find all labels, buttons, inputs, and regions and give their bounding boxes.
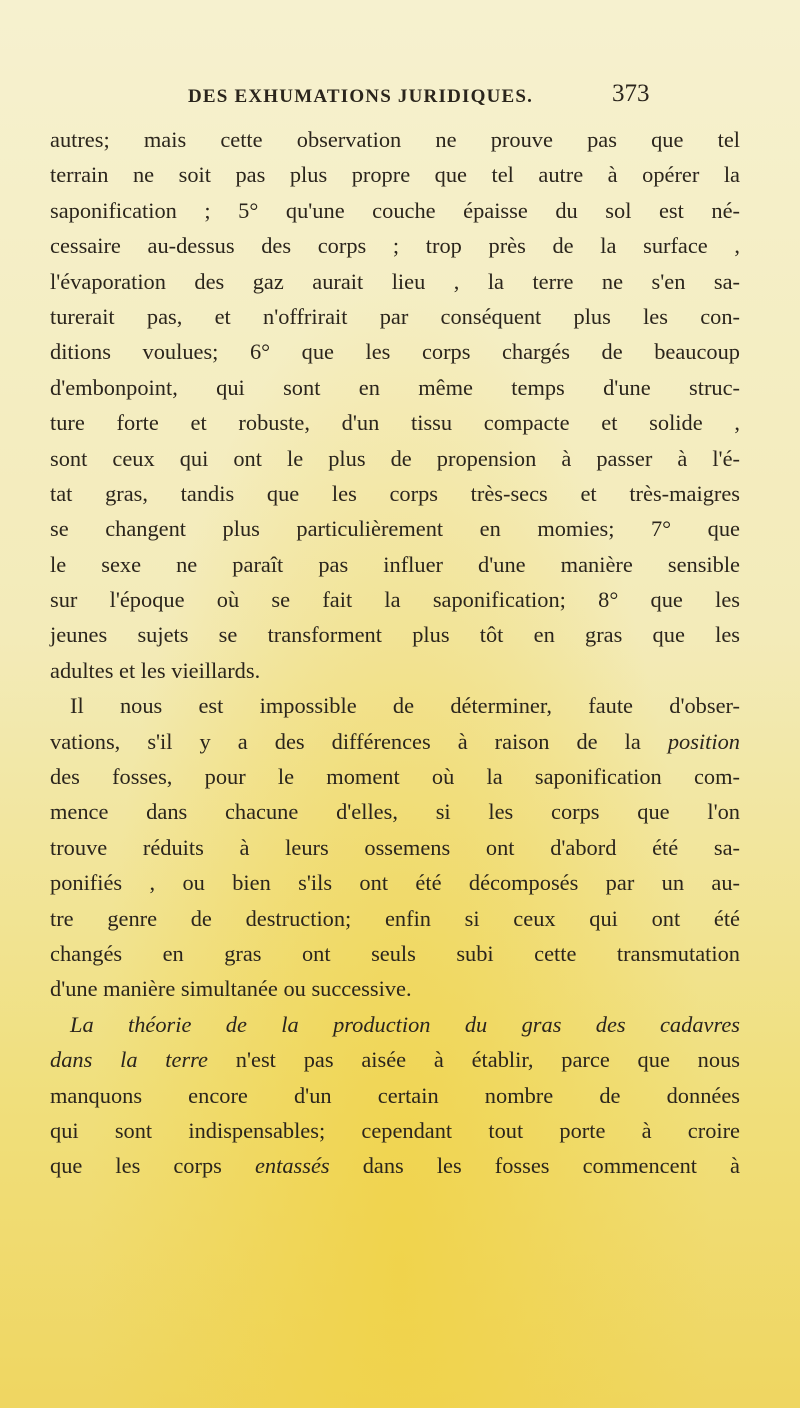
text-line-10: sont ceux qui ont le plus de propension à passer à l'é- xyxy=(50,445,740,471)
text-line-3: saponification ; 5° qu'une couche épaisse du sol est né- xyxy=(50,197,740,223)
text-line-12: se changent plus particulièrement en momies; 7° que xyxy=(50,516,740,542)
text-line-17: Il nous est impossible de déterminer, faute d'obser- xyxy=(70,693,740,719)
text-line-15: jeunes sujets se transforment plus tôt en gras que les xyxy=(50,622,740,648)
text-line-13: le sexe ne paraît pas influer d'une manière sensible xyxy=(50,551,740,577)
text-line-6: turerait pas, et n'offrirait par conséquent plus les con- xyxy=(50,303,740,329)
text-line-14: sur l'époque où se fait la saponification; 8° que les xyxy=(50,587,740,613)
text-line-27 xyxy=(50,1042,740,1077)
text-line-29: qui sont indispensables; cependant tout porte à croire xyxy=(50,1117,740,1143)
text-line-5: l'évaporation des gaz aurait lieu , la terre ne s'en sa- xyxy=(50,268,740,294)
text-line-25: d'une manière simultanée ou successive. xyxy=(50,976,412,1002)
text-run-18b-italic: position xyxy=(667,728,740,754)
page-header xyxy=(0,82,800,112)
text-line-22: ponifiés , ou bien s'ils ont été décomposés par un au- xyxy=(50,870,740,896)
text-line-30 xyxy=(50,1148,740,1183)
text-line-21: trouve réduits à leurs ossemens ont d'abord été sa- xyxy=(50,834,740,860)
text-line-20: mence dans chacune d'elles, si les corps que l'on xyxy=(50,799,740,825)
text-line-7: ditions voulues; 6° que les corps chargés de beaucoup xyxy=(50,339,740,365)
text-line-9: ture forte et robuste, d'un tissu compacte et solide , xyxy=(50,410,740,436)
text-line-23: tre genre de destruction; enfin si ceux qui ont été xyxy=(50,905,740,931)
text-line-26-italic: La théorie de la production du gras des cadavres xyxy=(70,1011,740,1037)
text-line-4: cessaire au-dessus des corps ; trop près de la surface , xyxy=(50,233,740,259)
body-text xyxy=(50,122,740,1184)
text-run-27b: n'est pas aisée à établir, parce que nous xyxy=(235,1047,740,1073)
text-line-19: des fosses, pour le moment où la saponification com- xyxy=(50,764,740,790)
text-line-1: autres; mais cette observation ne prouve pas que tel xyxy=(50,127,740,152)
text-line-8: d'embonpoint, qui sont en même temps d'une struc- xyxy=(50,374,740,400)
text-line-16: adultes et les vieillards. xyxy=(50,657,261,683)
text-run-30c: dans les fosses commencent à xyxy=(362,1153,740,1179)
text-line-18 xyxy=(50,724,740,759)
text-run-30a: que les corps xyxy=(50,1153,222,1179)
text-line-24: changés en gras ont seuls subi cette transmutation xyxy=(50,940,740,966)
page-number: 373 xyxy=(612,80,650,107)
text-run-27a-italic: dans la terre xyxy=(50,1047,208,1073)
text-line-2: terrain ne soit pas plus propre que tel autre à opérer la xyxy=(50,162,740,188)
text-run-18a: vations, s'il y a des différences à raison de la xyxy=(50,728,641,754)
text-line-11: tat gras, tandis que les corps très-secs et très-maigres xyxy=(50,480,740,506)
text-run-30b-italic: entassés xyxy=(254,1153,330,1179)
running-title: DES EXHUMATIONS JURIDIQUES. xyxy=(188,86,534,107)
text-line-28: manquons encore d'un certain nombre de données xyxy=(50,1082,740,1108)
